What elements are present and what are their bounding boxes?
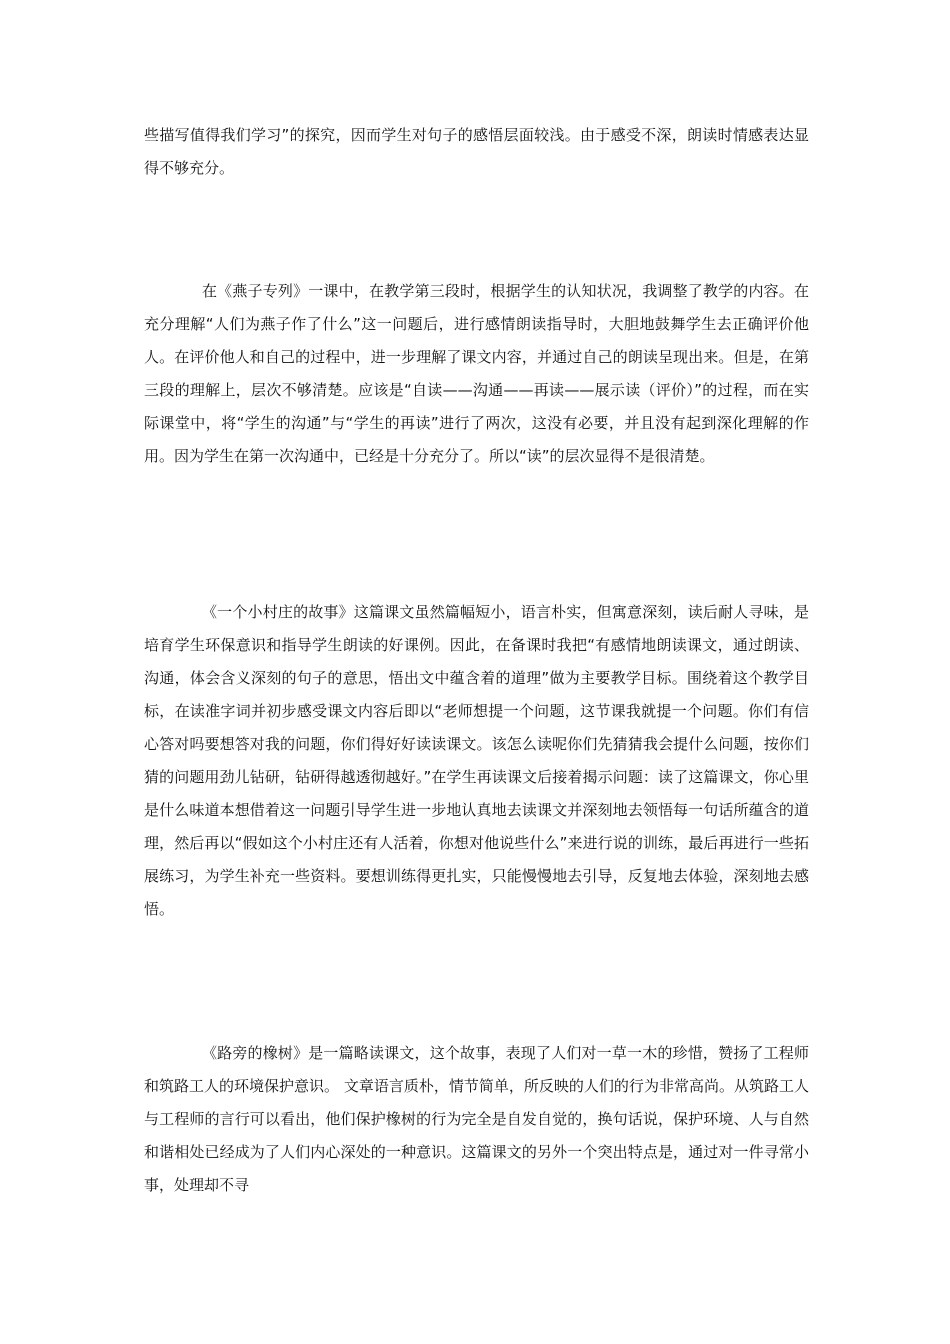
paragraph-roadside-oak: 《路旁的橡树》是一篇略读课文，这个故事，表现了人们对一草一木的珍惜，赞扬了工程师和筑路工人的环境保护意识。 文章语言质朴，情节简单，所反映的人们的行为非常高尚。从筑路工人与工程师的言行可以看出，他们保护橡树的行为完全是自发自觉的，换句话说，保护环境、人与自然和谐相处已经成为了人们内心深处的一种意识。这篇课文的另外一个突出特点是，通过对一件寻常小事，处理却不寻 — [144, 1044, 809, 1194]
paragraph-small-village-story: 《一个小村庄的故事》这篇课文虽然篇幅短小，语言朴实，但寓意深刻，读后耐人寻味，是培育学生环保意识和指导学生朗读的好课例。因此，在备课时我把“有感情地朗读课文，通过朗读、沟通，体会含义深刻的句子的意思，悟出文中蕴含着的道理”做为主要教学目标。围绕着这个教学目标，在读准字词并初步感受课文内容后即以“老师想提一个问题，这节课我就提一个问题。你们有信心答对吗要想答对我的问题，你们得好好读读课文。该怎么读呢你们先猜猜我会提什么问题，按你们猜的问题用劲儿钻研，钻研得越透彻越好。”在学生再读课文后接着揭示问题：读了这篇课文，你心里是什么味道本想借着这一问题引导学生进一步地认真地去读课文并深刻地去领悟每一句话所蕴含的道理，然后再以“假如这个小村庄还有人活着，你想对他说些什么”来进行说的训练，最后再进行一些拓展练习，为学生补充一些资料。要想训练得更扎实，只能慢慢地去引导，反复地去体验，深刻地去感悟。 — [144, 603, 809, 918]
paragraph-continuation: 些描写值得我们学习”的探究，因而学生对句子的感悟层面较浅。由于感受不深，朗读时情感表达显得不够充分。 — [144, 126, 809, 177]
paragraph-swallow-train-lesson: 在《燕子专列》一课中，在教学第三段时，根据学生的认知状况，我调整了教学的内容。在充分理解“人们为燕子作了什么”这一问题后，进行感情朗读指导时，大胆地鼓舞学生去正确评价他人。在评价他人和自己的过程中，进一步理解了课文内容，并通过自己的朗读呈现出来。但是，在第三段的理解上，层次不够清楚。应该是“自读——沟通——再读——展示读（评价）”的过程，而在实际课堂中，将“学生的沟通”与“学生的再读”进行了两次，这没有必要，并且没有起到深化理解的作用。因为学生在第一次沟通中，已经是十分充分了。所以“读”的层次显得不是很清楚。 — [144, 282, 809, 465]
